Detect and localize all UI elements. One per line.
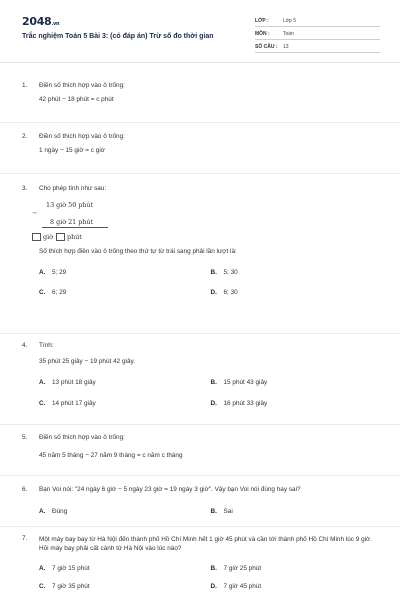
option-a[interactable] [39, 565, 211, 573]
option-a[interactable] [39, 508, 211, 516]
question-7 [22, 535, 382, 591]
option-b[interactable] [211, 379, 383, 387]
question-body: 42 phút − 18 phút = c phút [39, 96, 114, 104]
question-text: Tính: [39, 342, 54, 349]
option-text: 6; 29 [52, 288, 67, 296]
info-label: LỚP : [255, 17, 269, 24]
info-label: MÔN : [255, 30, 270, 37]
calc-underline [42, 227, 108, 228]
option-text: 7 giờ 25 phút [223, 564, 262, 572]
option-letter: C. [39, 399, 46, 407]
option-text: 14 phút 17 giây [52, 399, 96, 407]
option-c[interactable] [39, 583, 211, 591]
subtraction-calc [22, 199, 382, 242]
option-letter: A. [39, 268, 46, 276]
option-b[interactable] [211, 565, 383, 573]
minus-sign: − [32, 209, 38, 218]
option-b[interactable] [211, 269, 383, 277]
option-text: Đúng [52, 508, 68, 516]
option-d[interactable] [211, 289, 383, 297]
option-d[interactable] [211, 583, 383, 591]
question-separator [0, 526, 400, 527]
options [22, 565, 382, 592]
option-letter: B. [210, 564, 217, 572]
info-row-count [255, 41, 380, 53]
question-text: Điền số thích hợp vào ô trống: [39, 434, 125, 441]
question-separator [0, 333, 400, 334]
question-text: Cho phép tính như sau: [39, 185, 107, 192]
option-letter: B. [210, 508, 217, 516]
option-text: 5; 29 [52, 268, 67, 276]
header-divider [0, 62, 400, 63]
info-value: 13 [283, 43, 289, 50]
unit-hours: giờ [43, 232, 53, 241]
question-number: 1. [22, 82, 28, 89]
info-row-subject [255, 28, 380, 40]
option-letter: B. [210, 268, 217, 276]
option-c[interactable] [39, 400, 211, 408]
question-6 [22, 486, 382, 517]
question-number: 7. [22, 535, 28, 542]
option-text: 16 phút 33 giây [223, 399, 268, 407]
logo-text: 2048 [22, 15, 52, 28]
question-number: 2. [22, 133, 28, 140]
option-b[interactable] [211, 508, 383, 516]
question-text: Điền số thích hợp vào ô trống: [39, 82, 125, 89]
question-separator [0, 173, 400, 174]
info-value: Toán [283, 30, 294, 37]
option-text: 7 giờ 35 phút [52, 582, 90, 590]
info-row-class [255, 15, 380, 27]
page-title: Trắc nghiệm Toán 5 Bài 3: (có đáp án) Trừ số đo thời gian [22, 33, 214, 40]
calc-line-1: 13 giờ 50 phút [46, 200, 94, 209]
question-3 [22, 185, 382, 297]
logo-suffix: .vn [51, 21, 60, 27]
question-separator [0, 424, 400, 425]
info-value: Lớp 5 [283, 17, 297, 24]
document-header [0, 0, 400, 52]
question-4 [22, 342, 382, 408]
options [22, 379, 382, 409]
option-letter: A. [39, 508, 46, 516]
question-5 [22, 434, 382, 461]
question-body: Số thích hợp điền vào ô trống theo thứ tự từ trái sang phải lần lượt là: [39, 248, 237, 256]
option-letter: D. [210, 582, 217, 590]
option-letter: D. [210, 288, 217, 296]
answer-box-hours[interactable] [32, 233, 41, 241]
option-letter: A. [39, 378, 46, 386]
option-a[interactable] [39, 269, 211, 277]
option-text: 13 phút 18 giây [52, 378, 96, 386]
answer-box-minutes[interactable] [56, 233, 65, 241]
option-text: 5; 30 [223, 268, 238, 276]
option-letter: A. [39, 564, 46, 572]
question-number: 6. [22, 486, 28, 493]
question-separator [0, 122, 400, 123]
question-number: 3. [22, 185, 28, 192]
site-logo[interactable] [22, 15, 59, 29]
option-text: 7 giờ 45 phút [223, 582, 262, 590]
info-table [255, 15, 380, 54]
question-body: 1 ngày − 15 giờ = c giờ [39, 147, 105, 155]
options [22, 269, 382, 298]
question-2 [22, 133, 382, 156]
calc-line-2: 8 giờ 21 phút [50, 217, 94, 226]
option-text: 6; 30 [223, 288, 238, 296]
option-letter: D. [210, 399, 217, 407]
option-text: 7 giờ 15 phút [52, 564, 90, 572]
option-text: 15 phút 43 giây [223, 378, 268, 386]
question-body: 45 năm 5 tháng − 27 năm 9 tháng = c năm c tháng [39, 452, 183, 460]
question-number: 5. [22, 434, 28, 441]
options [22, 508, 382, 516]
question-text: Một máy bay bay từ Hà Nội đến thành phố Hồ Chí Minh hết 1 giờ 45 phút và cần tới thành phố Hồ Chí Minh lúc 9 giờ. Hỏi máy bay phải cất cánh từ Hà Nội vào lúc nào? [39, 536, 373, 553]
option-letter: C. [39, 582, 46, 590]
question-body: 35 phút 25 giây − 19 phút 42 giây. [39, 358, 135, 366]
question-text: Bạn Voi nói: "24 ngày 6 giờ − 5 ngày 23 giờ = 19 ngày 3 giờ". Vậy bạn Voi nói đúng hay sai? [39, 486, 301, 493]
option-text: Sai [223, 508, 233, 516]
info-label: SỐ CÂU : [255, 43, 278, 50]
option-d[interactable] [211, 400, 383, 408]
option-c[interactable] [39, 289, 211, 297]
question-text: Điền số thích hợp vào ô trống: [39, 133, 125, 140]
option-a[interactable] [39, 379, 211, 387]
question-separator [0, 475, 400, 476]
option-letter: B. [210, 378, 217, 386]
option-letter: C. [39, 288, 46, 296]
question-1 [22, 82, 382, 105]
unit-minutes: phút [66, 232, 82, 241]
question-number: 4. [22, 342, 28, 349]
